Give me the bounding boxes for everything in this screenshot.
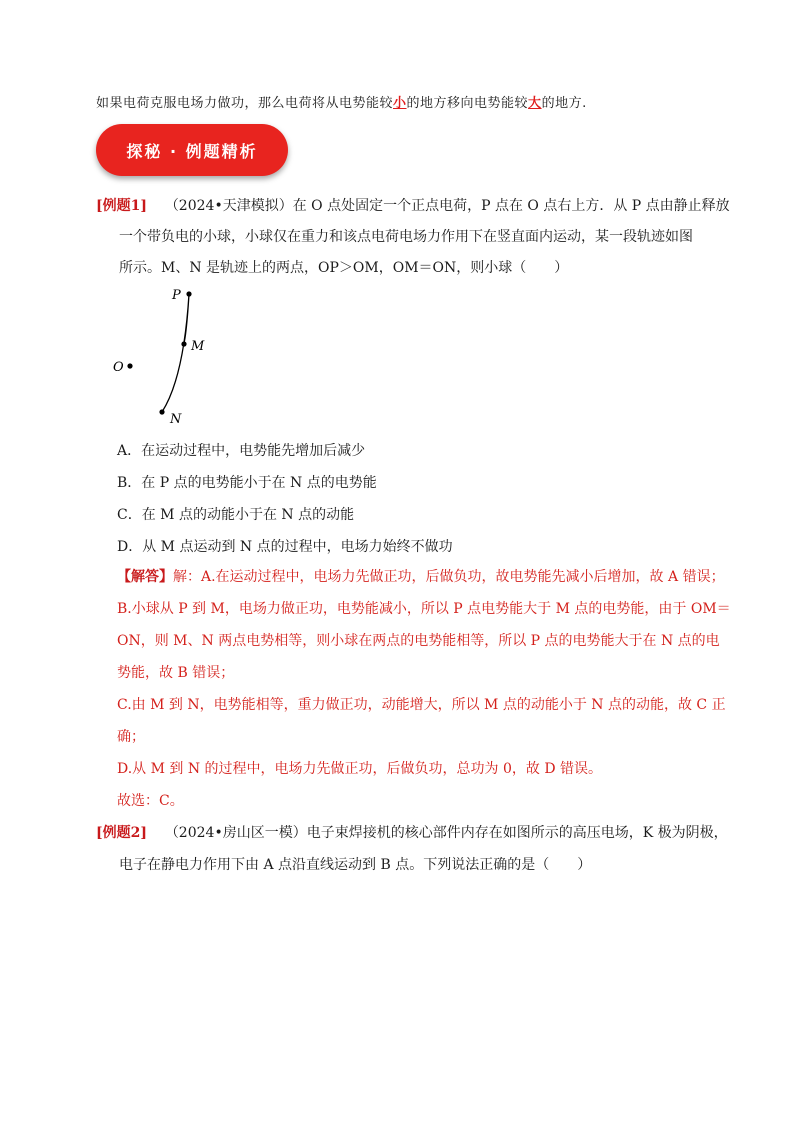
example1-label: [例题1]: [96, 198, 147, 214]
point-n-label: N: [170, 412, 182, 427]
intro-emphasis-small: 小: [393, 96, 407, 111]
point-m-label: M: [191, 339, 205, 354]
answer-tag: 【解答】: [117, 569, 173, 585]
option-c: C．在 M 点的动能小于在 N 点的动能: [117, 507, 355, 523]
example2-text-1: （2024•房山区一模）电子束焊接机的核心部件内存在如图所示的高压电场，K 极为阴极，: [164, 825, 728, 841]
answer-line-3: ON，则 M、N 两点电势相等，则小球在两点的电势能相等，所以 P 点的电势能大于在 N 点的电: [117, 633, 720, 649]
point-n-dot: [159, 409, 164, 414]
section-banner-label: 探秘 · 例题精析: [126, 141, 258, 161]
example2-label: [例题2]: [96, 825, 147, 841]
point-m-dot: [181, 341, 186, 346]
answer-line-1: [117, 566, 725, 586]
point-o-dot: [127, 363, 132, 368]
point-o-label: O: [113, 360, 124, 375]
answer-line-2: B.小球从 P 到 M，电场力做正功，电势能减小，所以 P 点电势能大于 M 点的电势能，由于 OM＝: [117, 601, 731, 617]
intro-middle: 的地方移向电势能较: [406, 96, 529, 111]
answer-line-7: D.从 M 到 N 的过程中，电场力先做正功，后做负功，总功为 0，故 D 错误。: [117, 761, 603, 777]
example2-line2: 电子在静电力作用下由 A 点沿直线运动到 B 点。下列说法正确的是（ ）: [119, 857, 592, 873]
section-banner: [96, 124, 288, 176]
trajectory-figure: [108, 282, 218, 432]
point-p-label: P: [172, 288, 181, 303]
example1-line2: 一个带负电的小球，小球仅在重力和该点电荷电场力作用下在竖直面内运动，某一段轨迹如图: [119, 229, 693, 245]
answer-line-4: 势能，故 B 错误；: [117, 665, 235, 681]
example1-line1: [96, 195, 730, 215]
intro-after: 的地方.: [541, 96, 587, 111]
intro-emphasis-large: 大: [528, 96, 542, 111]
example1-text-1: （2024•天津模拟）在 O 点处固定一个正点电荷，P 点在 O 点右上方．从 P 点由静止释放: [164, 198, 730, 214]
answer-line-6: 确；: [117, 729, 145, 745]
option-a: A．在运动过程中，电势能先增加后减少: [117, 443, 366, 459]
trajectory-curve: [162, 294, 189, 412]
example2-line1: [96, 822, 728, 842]
option-b: B．在 P 点的电势能小于在 N 点的电势能: [117, 475, 377, 491]
intro-text: [96, 92, 587, 111]
answer-text-1: 解：A.在运动过程中，电场力先做正功，后做负功，故电势能先减小后增加，故 A 错误；: [173, 569, 725, 585]
intro-before: 如果电荷克服电场力做功，那么电荷将从电势能较: [96, 96, 394, 111]
answer-line-8: 故选：C。: [117, 793, 184, 809]
answer-line-5: C.由 M 到 N，电势能相等，重力做正功，动能增大，所以 M 点的动能小于 N 点的动能，故 C 正: [117, 697, 726, 713]
option-d: D．从 M 点运动到 N 点的过程中，电场力始终不做功: [117, 539, 453, 555]
example1-line3: 所示。M、N 是轨迹上的两点，OP＞OM，OM＝ON，则小球（ ）: [119, 260, 569, 276]
point-p-dot: [186, 291, 191, 296]
